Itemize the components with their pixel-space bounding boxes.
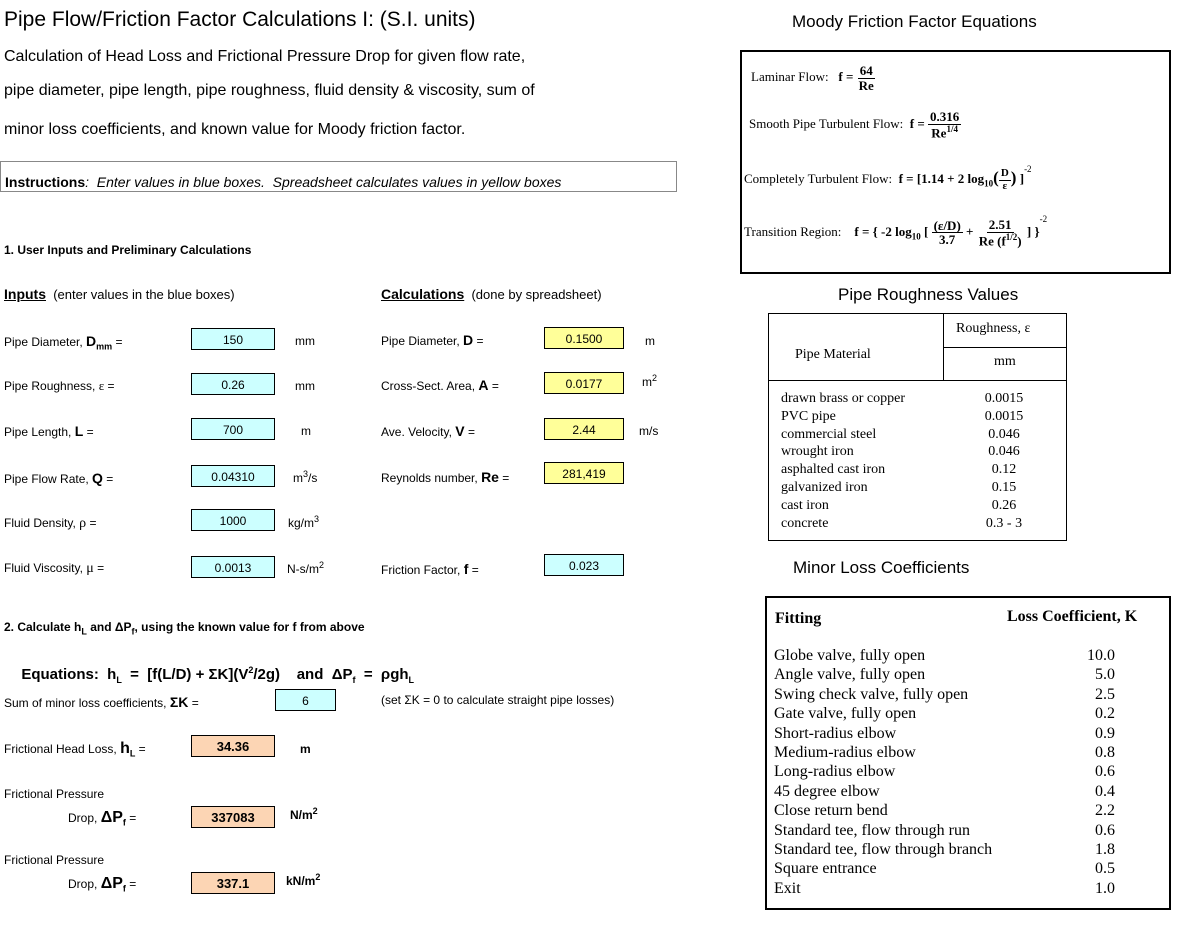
- fitting-item: Medium-radius elbow: [774, 744, 916, 762]
- laminar-equation: Laminar Flow: f = $\frac{64}{Re}$: [751, 63, 874, 93]
- roughness-col-unit: mm: [994, 354, 1016, 369]
- calc-reynolds-label: Reynolds number, Re =: [381, 469, 510, 485]
- drop1-label-line1: Frictional Pressure: [4, 787, 105, 801]
- pipe-roughness-unit: mm: [295, 379, 315, 393]
- calc-velocity-value: 2.44: [544, 418, 624, 440]
- drop2-label-line2: Drop, $\Delta P_f$ =: [68, 875, 137, 894]
- fluid-density-unit: $kg/m^3$: [288, 514, 320, 530]
- pipe-length-unit: m: [301, 424, 311, 438]
- material-item: drawn brass or copper: [781, 391, 906, 406]
- inputs-note: (enter values in the blue boxes): [46, 287, 235, 302]
- roughness-table: [768, 313, 1067, 541]
- section1-heading: 1. User Inputs and Preliminary Calculations: [4, 243, 252, 257]
- calc-diameter-label: Pipe Diameter, D =: [381, 332, 484, 348]
- input-diameter-label: Pipe Diameter, $D_{mm}$ =: [4, 333, 123, 352]
- loss-coefficient: 1.0: [1095, 879, 1115, 897]
- loss-coefficient: 0.8: [1095, 744, 1115, 762]
- material-item: wrought iron: [781, 444, 854, 460]
- pressure-drop-kn-unit: $kN/m^2$: [286, 872, 321, 888]
- calcs-note: (done by spreadsheet): [464, 287, 602, 302]
- fluid-viscosity-unit: $N-s/m^2$: [287, 560, 325, 576]
- roughness-value: 0.046: [988, 426, 1020, 442]
- roughness-value: 0.3 - 3: [985, 515, 1023, 531]
- input-viscosity-label: Fluid Viscosity, μ =: [4, 561, 105, 576]
- instructions-colon: :: [85, 174, 90, 190]
- loss-coefficient: 5.0: [1095, 666, 1115, 684]
- sum-k-input[interactable]: 6: [275, 689, 336, 711]
- roughness-values: [969, 390, 1039, 532]
- roughness-value: 0.0015: [984, 391, 1024, 406]
- instructions-text: Enter values in blue boxes. Spreadsheet calculates values in yellow boxes: [89, 174, 562, 190]
- complete-turbulent-equation: Completely Turbulent Flow: f = [1.14 + 2 $\log_{10}$( $\frac{D}{\varepsilon}$ ) ]$^{-2}$: [744, 163, 1032, 192]
- loss-coefficient: 0.2: [1095, 705, 1115, 723]
- inputs-heading-row: [4, 286, 235, 302]
- input-length-label: Pipe Length, L =: [4, 423, 94, 439]
- loss-coefficient: 1.8: [1095, 841, 1115, 859]
- smooth-equation: Smooth Pipe Turbulent Flow: f = $\frac{0.316}{Re^{1/4}}$: [749, 109, 960, 140]
- description-line-3: minor loss coefficients, and known value for Moody friction factor.: [4, 121, 466, 138]
- fitting-item: Standard tee, flow through run: [774, 821, 970, 839]
- fitting-item: Close return bend: [774, 802, 888, 820]
- loss-coefficient: 2.5: [1095, 685, 1115, 703]
- sum-k-label: Sum of minor loss coefficients, ΣK =: [4, 694, 199, 710]
- fitting-item: Angle valve, fully open: [774, 666, 926, 684]
- minor-col-k: Loss Coefficient, K: [1007, 608, 1138, 625]
- pipe-diameter-input[interactable]: 150: [191, 328, 275, 350]
- roughness-heading: Pipe Roughness Values: [838, 285, 1019, 304]
- fitting-item: Exit: [774, 879, 801, 897]
- calc-velocity-label: Ave. Velocity, V =: [381, 423, 475, 439]
- transition-equation: Transition Region: f = { -2 $\log_{10}$ [ $\frac{(\varepsilon/D)}{3.7}$ + $\frac{2.51}{Re (f^{1/2})}$ ] }$^{-2}$: [744, 214, 1048, 248]
- material-item: commercial steel: [781, 426, 877, 442]
- fitting-item: Gate valve, fully open: [774, 705, 917, 723]
- roughness-value: 0.26: [991, 497, 1017, 513]
- material-item: concrete: [781, 515, 829, 531]
- calc-velocity-unit: m/s: [639, 424, 659, 438]
- sum-k-note: (set ΣK = 0 to calculate straight pipe losses): [381, 693, 615, 707]
- input-flow-label: Pipe Flow Rate, Q =: [4, 470, 114, 486]
- loss-coefficient: 10.0: [1087, 647, 1115, 664]
- fitting-item: Globe valve, fully open: [774, 647, 926, 664]
- calcs-heading: Calculations: [381, 286, 465, 302]
- minor-col-fitting: Fitting: [775, 610, 822, 627]
- moody-equations-box: [740, 50, 1171, 274]
- fitting-item: Short-radius elbow: [774, 724, 897, 742]
- roughness-col-value: Roughness, ε: [956, 321, 1031, 336]
- material-item: PVC pipe: [781, 408, 836, 424]
- input-roughness-label: Pipe Roughness, ε =: [4, 378, 115, 393]
- minor-values: [1055, 646, 1115, 898]
- pressure-drop-n-unit: $N/m^2$: [290, 806, 318, 822]
- roughness-materials: [781, 390, 905, 532]
- fitting-item: Long-radius elbow: [774, 763, 896, 781]
- calc-area-value: 0.0177: [544, 372, 624, 394]
- roughness-value: 0.0015: [984, 408, 1024, 424]
- friction-factor-input[interactable]: 0.023: [544, 554, 624, 576]
- roughness-value: 0.046: [988, 444, 1020, 460]
- roughness-value: 0.12: [991, 462, 1017, 478]
- head-loss-unit: m: [300, 742, 311, 756]
- fluid-viscosity-input[interactable]: 0.0013: [191, 556, 275, 578]
- loss-coefficient: 2.2: [1095, 802, 1115, 820]
- head-loss-label: Frictional Head Loss, $h_L$ =: [4, 740, 146, 759]
- loss-coefficient: 0.9: [1095, 724, 1115, 742]
- page-title: Pipe Flow/Friction Factor Calculations I: (S.I. units): [4, 8, 476, 31]
- calcs-heading-row: [381, 286, 602, 302]
- description-line-1: Calculation of Head Loss and Frictional Pressure Drop for given flow rate,: [4, 48, 526, 65]
- instructions-label: Instructions: [5, 174, 86, 190]
- minor-fittings: [774, 646, 992, 898]
- input-density-label: Fluid Density, ρ =: [4, 516, 97, 531]
- inputs-heading: Inputs: [4, 286, 46, 302]
- pipe-flow-input[interactable]: 0.04310: [191, 465, 275, 487]
- roughness-col-material: Pipe Material: [795, 347, 871, 362]
- head-loss-value: 34.36: [191, 735, 275, 757]
- minor-loss-table: [765, 596, 1171, 910]
- pipe-length-input[interactable]: 700: [191, 418, 275, 440]
- material-item: cast iron: [781, 497, 829, 513]
- fitting-item: Swing check valve, fully open: [774, 685, 969, 703]
- instructions-box: [0, 161, 677, 192]
- pipe-flow-unit: $m^3/s$: [293, 469, 318, 485]
- calc-friction-label: Friction Factor, f =: [381, 561, 479, 577]
- loss-coefficient: 0.5: [1095, 860, 1115, 878]
- fitting-item: Square entrance: [774, 860, 877, 878]
- pipe-diameter-unit: mm: [295, 334, 315, 348]
- material-item: galvanized iron: [781, 479, 868, 495]
- loss-coefficient: 0.6: [1095, 763, 1115, 781]
- loss-coefficient: 0.6: [1095, 821, 1115, 839]
- fluid-density-input[interactable]: 1000: [191, 509, 275, 531]
- drop2-label-line1: Frictional Pressure: [4, 853, 105, 867]
- calc-reynolds-value: 281,419: [544, 462, 624, 484]
- section2-heading: 2. Calculate $h_L$ and $\Delta P_f$, using the known value for f from above: [4, 620, 365, 637]
- fitting-item: 45 degree elbow: [774, 782, 880, 800]
- section2-equations: Equations: $h_L = [f(L/D) + \Sigma K](V^2/2g)$ and $\Delta P_f = \rho gh_L$: [21, 665, 415, 685]
- calc-area-unit: $m^2$: [642, 373, 658, 389]
- roughness-value: 0.15: [991, 479, 1017, 495]
- description-line-2: pipe diameter, pipe length, pipe roughness, fluid density & viscosity, sum of: [4, 82, 535, 99]
- fitting-item: Standard tee, flow through branch: [774, 841, 993, 859]
- pressure-drop-n-value: 337083: [191, 806, 275, 828]
- pipe-roughness-input[interactable]: 0.26: [191, 373, 275, 395]
- calc-diameter-unit: m: [645, 334, 655, 348]
- minor-heading: Minor Loss Coefficients: [793, 558, 970, 577]
- loss-coefficient: 0.4: [1095, 782, 1115, 800]
- pressure-drop-kn-value: 337.1: [191, 872, 275, 894]
- material-item: asphalted cast iron: [781, 462, 886, 478]
- calc-diameter-value: 0.1500: [544, 327, 624, 349]
- calc-area-label: Cross-Sect. Area, A =: [381, 377, 499, 393]
- drop1-label-line2: Drop, $\Delta P_f$ =: [68, 809, 137, 828]
- moody-heading: Moody Friction Factor Equations: [792, 12, 1037, 31]
